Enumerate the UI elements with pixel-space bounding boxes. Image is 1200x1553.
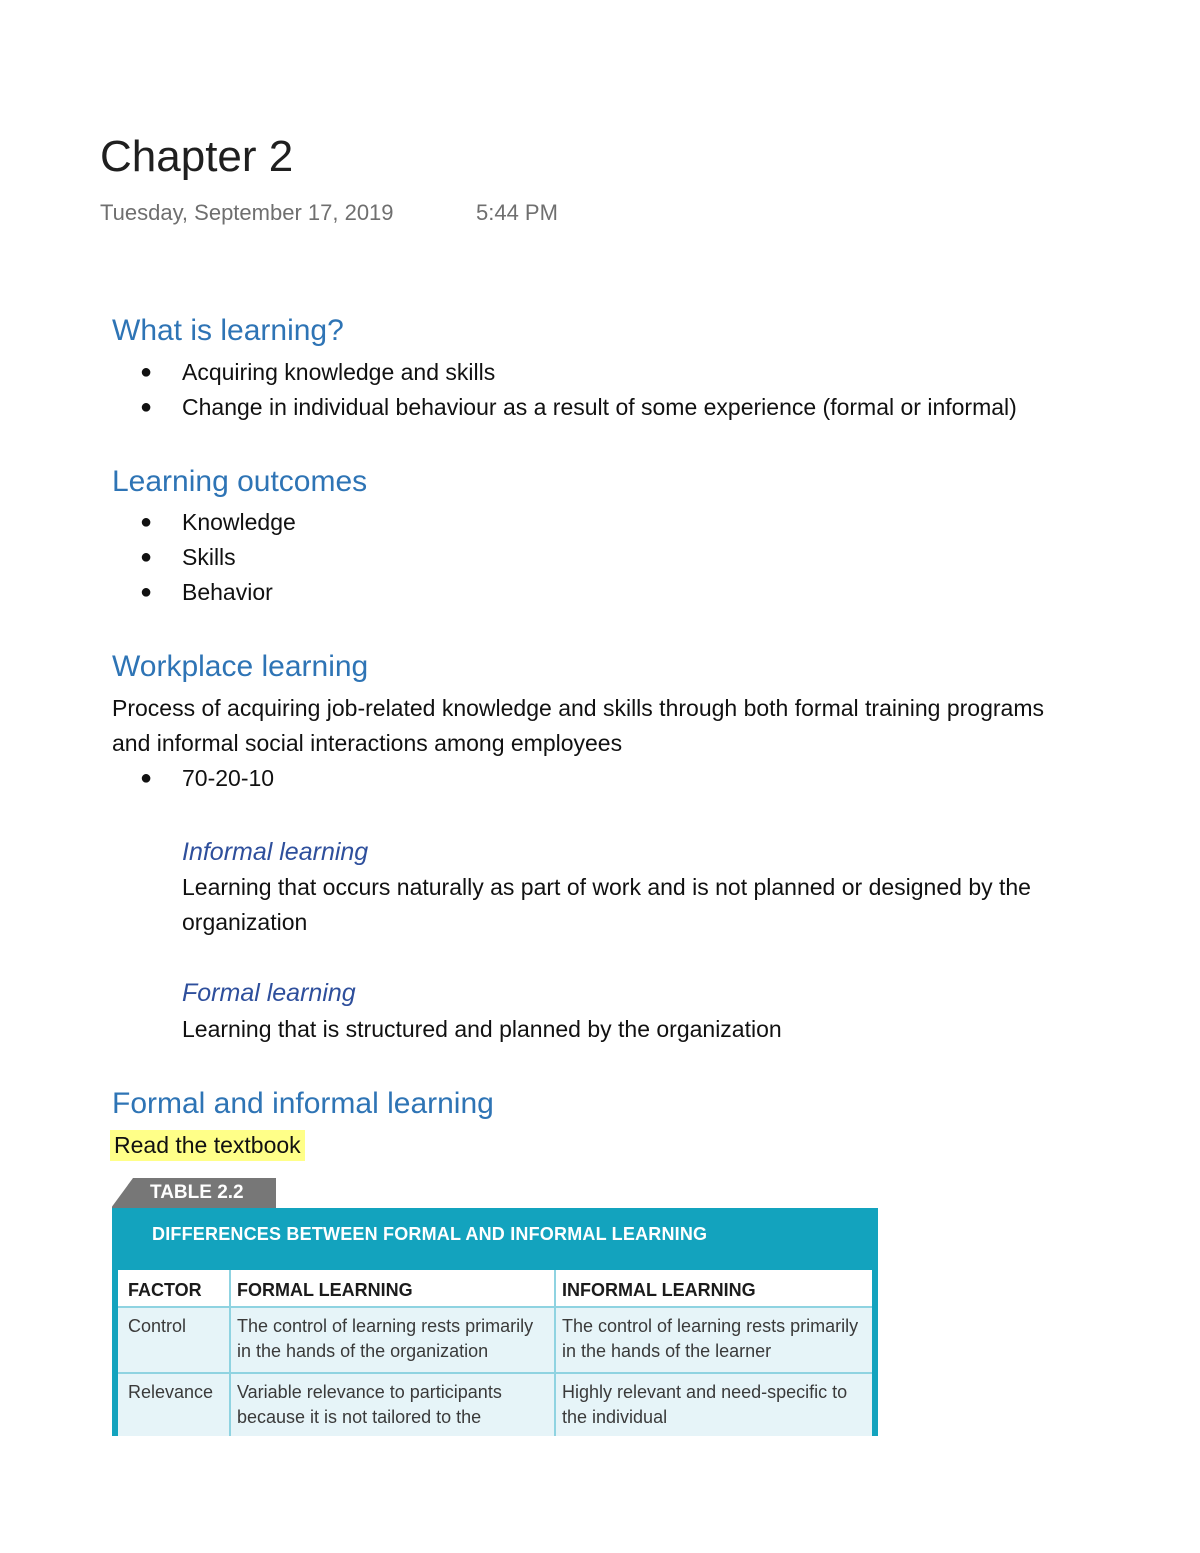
table-header-row [118,1270,872,1308]
list-item: 70-20-10 [182,765,275,791]
table-row [118,1374,872,1436]
table-cell: The control of learning rests primarily in the hands of the learner [562,1316,859,1361]
page-time: 5:44 PM [476,200,558,225]
table-row [118,1308,872,1374]
table-box [112,1208,878,1436]
highlighted-note: Read the textbook [110,1130,305,1161]
bullet-icon: ● [140,396,153,418]
table-caption: DIFFERENCES BETWEEN FORMAL AND INFORMAL LEARNING [152,1224,708,1244]
bullet-icon: ● [140,546,153,568]
column-divider [554,1270,556,1436]
paragraph-line: Learning that is structured and planned by the organization [182,1016,782,1042]
page-date: Tuesday, September 17, 2019 [100,200,394,225]
table-tag [112,1178,276,1208]
list-item: Skills [182,544,236,570]
table-cell: Highly relevant and need-specific to the individual [562,1382,848,1427]
heading-what-is-learning: What is learning? [112,314,344,347]
column-divider [229,1270,231,1436]
table-cell: Variable relevance to participants because it is not tailored to the [237,1382,502,1427]
table-cell: Control [128,1316,187,1336]
table-grid [118,1270,872,1436]
table-header-cell: INFORMAL LEARNING [562,1280,756,1300]
paragraph-line: Learning that occurs naturally as part of work and is not planned or designed by the [182,874,1031,900]
table-header-cell: FORMAL LEARNING [237,1280,413,1300]
page-title: Chapter 2 [100,132,294,181]
table-tag-label: TABLE 2.2 [150,1182,244,1203]
heading-workplace-learning: Workplace learning [112,650,369,683]
bullet-icon: ● [140,767,153,789]
table-figure [112,1176,878,1436]
subheading-formal-learning: Formal learning [182,979,356,1007]
list-item: Change in individual behaviour as a result of some experience (formal or informal) [182,394,1017,420]
heading-formal-informal: Formal and informal learning [112,1087,494,1120]
bullet-icon: ● [140,511,153,533]
list-item: Behavior [182,579,273,605]
bullet-icon: ● [140,581,153,603]
table-header-cell: FACTOR [128,1280,202,1300]
paragraph-line: organization [182,909,308,935]
paragraph-line: and informal social interactions among employees [112,730,623,756]
heading-learning-outcomes: Learning outcomes [112,465,368,498]
paragraph-line: Process of acquiring job-related knowledge and skills through both formal training programs [112,695,1044,721]
subheading-informal-learning: Informal learning [182,838,369,866]
list-item: Knowledge [182,509,296,535]
list-item: Acquiring knowledge and skills [182,359,496,385]
table-cell: Relevance [128,1382,214,1402]
bullet-icon: ● [140,361,153,383]
table-cell: The control of learning rests primarily in the hands of the organization [237,1316,534,1361]
